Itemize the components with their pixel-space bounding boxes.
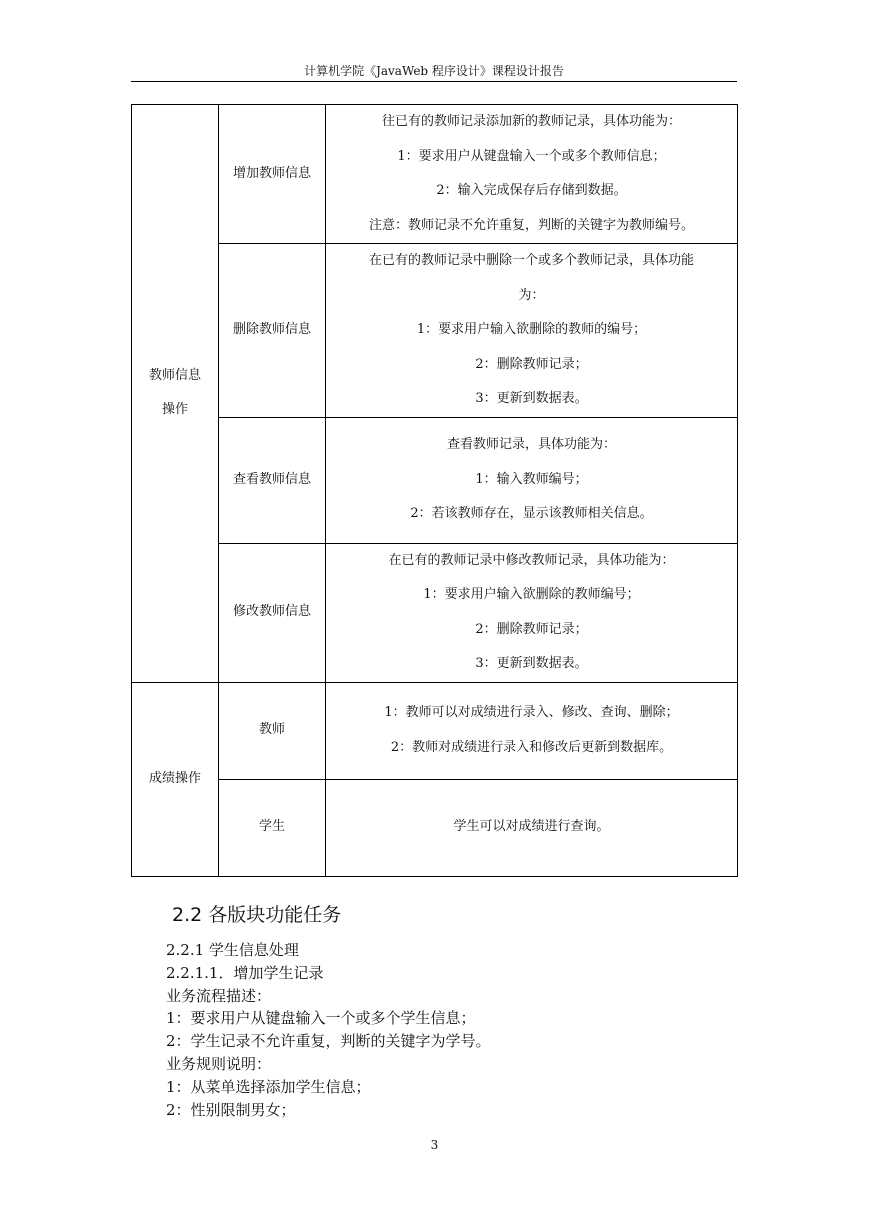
group-cell-teacher	[132, 105, 219, 683]
desc-line: 2：若该教师存在，显示该教师相关信息。	[410, 506, 653, 522]
function-name: 学生	[219, 779, 326, 876]
table-row	[132, 105, 738, 244]
page-number: 3	[430, 1138, 439, 1152]
table-row	[132, 543, 738, 682]
table-row	[132, 417, 738, 543]
body-line: 1：从菜单选择添加学生信息；	[166, 1077, 371, 1096]
function-name: 教师	[219, 682, 326, 779]
table-row	[132, 244, 738, 418]
desc-line: 1：教师可以对成绩进行录入、修改、查询、删除；	[384, 705, 679, 720]
function-name: 删除教师信息	[219, 244, 326, 418]
group-cell-score: 成绩操作	[132, 682, 219, 876]
desc-line: 2：输入完成保存后存储到数据。	[436, 183, 627, 198]
group-label: 操作	[161, 402, 188, 418]
section-body	[166, 939, 491, 1121]
function-desc	[326, 105, 738, 244]
desc-line: 2：删除教师记录；	[475, 621, 588, 637]
desc-line: 为：	[518, 287, 545, 303]
group-label: 教师信息	[148, 367, 201, 383]
function-desc	[326, 682, 738, 779]
table-row	[132, 779, 738, 876]
desc-line: 查看教师记录，具体功能为：	[446, 437, 616, 453]
desc-line: 1：要求用户输入欲删除的教师的编号；	[416, 322, 647, 337]
body-line: 2.2.1.1．增加学生记录	[166, 963, 324, 982]
function-desc	[326, 417, 738, 543]
table-row	[132, 682, 738, 779]
desc-line: 1：要求用户从键盘输入一个或多个教师信息；	[397, 148, 666, 164]
body-line: 业务规则说明：	[166, 1054, 272, 1073]
function-desc	[326, 244, 738, 418]
section-title: 2.2 各版块功能任务	[172, 904, 342, 926]
header-rule	[131, 81, 737, 82]
desc-line: 注意：教师记录不允许重复，判断的关键字为教师编号。	[368, 217, 694, 233]
body-line: 2：性别限制男女；	[166, 1100, 296, 1119]
desc-line: 2：教师对成绩进行录入和修改后更新到数据库。	[390, 739, 673, 755]
body-line: 2：学生记录不允许重复，判断的关键字为学号。	[166, 1032, 491, 1051]
desc-line: 在已有的教师记录中删除一个或多个教师记录，具体功能	[368, 253, 694, 268]
desc-line: 1：输入教师编号；	[475, 471, 588, 487]
body-line: 1：要求用户从键盘输入一个或多个学生信息；	[166, 1009, 476, 1028]
function-table	[131, 104, 738, 877]
function-desc	[326, 779, 738, 876]
desc-line: 在已有的教师记录中修改教师记录，具体功能为：	[388, 552, 675, 568]
desc-line: 1：要求用户输入欲删除的教师编号；	[423, 587, 640, 602]
desc-line: 2：删除教师记录；	[475, 356, 588, 372]
desc-line: 往已有的教师记录添加新的教师记录，具体功能为：	[381, 114, 681, 129]
desc-line: 3：更新到数据表。	[475, 656, 588, 671]
body-line: 业务流程描述：	[166, 986, 272, 1005]
desc-line: 学生可以对成绩进行查询。	[453, 819, 610, 835]
function-desc	[326, 543, 738, 682]
function-name: 增加教师信息	[219, 105, 326, 244]
function-name: 修改教师信息	[219, 543, 326, 682]
function-name: 查看教师信息	[219, 417, 326, 543]
body-line: 2.2.1 学生信息处理	[166, 941, 299, 959]
page-header: 计算机学院《JavaWeb 程序设计》课程设计报告	[304, 64, 564, 78]
desc-line: 3：更新到数据表。	[475, 391, 588, 406]
